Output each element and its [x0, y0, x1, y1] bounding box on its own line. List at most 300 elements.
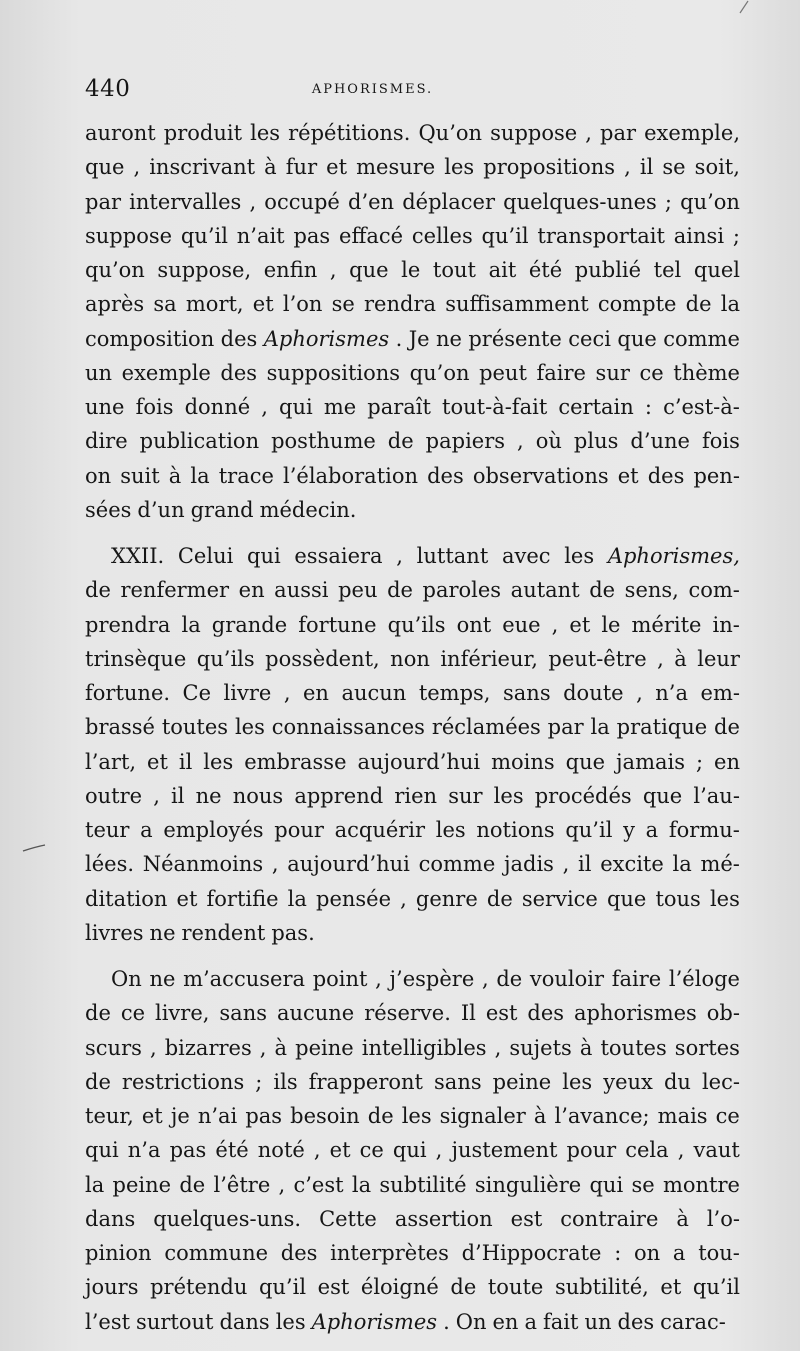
- word: paraît: [367, 395, 431, 419]
- paragraph-gap: [85, 527, 740, 539]
- word: le: [401, 258, 421, 282]
- word: la: [590, 715, 610, 740]
- word: livres: [85, 920, 144, 945]
- word: et: [176, 886, 198, 911]
- word: les: [564, 544, 595, 568]
- word: des: [617, 1309, 655, 1334]
- word: peut: [479, 360, 527, 385]
- word: cela: [625, 1138, 669, 1163]
- word: l’être: [213, 1172, 271, 1197]
- word: ,: [435, 1138, 443, 1163]
- word: sur: [595, 360, 630, 385]
- word: ,: [149, 1035, 157, 1060]
- word: donné: [184, 395, 251, 419]
- word: ,: [329, 258, 337, 282]
- word: présente: [468, 326, 562, 351]
- word: ,: [153, 783, 160, 808]
- word: brassé: [85, 715, 155, 740]
- word: et: [141, 1104, 163, 1128]
- word: formu-: [668, 818, 740, 842]
- word: suppose: [490, 121, 578, 145]
- word: ;: [664, 189, 672, 214]
- word: suit: [120, 463, 160, 488]
- word: quel: [693, 258, 740, 282]
- word: éloigné: [360, 1275, 439, 1300]
- word: été: [528, 258, 563, 282]
- word: .: [443, 1309, 450, 1334]
- word: et: [326, 155, 348, 180]
- word: des: [647, 463, 685, 488]
- text-line: [85, 813, 740, 847]
- text-line: [85, 779, 740, 813]
- word: composition: [85, 326, 215, 351]
- word: où: [535, 429, 562, 454]
- word: la: [181, 612, 201, 637]
- word: de: [589, 578, 616, 603]
- word: On: [111, 967, 142, 991]
- word: de: [450, 1275, 477, 1300]
- word: en: [714, 749, 740, 774]
- word: du: [663, 1069, 691, 1094]
- word: .: [395, 326, 403, 351]
- word: de: [714, 715, 740, 740]
- word: de: [486, 886, 513, 911]
- word: intelligibles: [361, 1035, 487, 1060]
- word: fur: [285, 155, 318, 180]
- word: possèdent,: [265, 646, 380, 671]
- word: Cette: [319, 1206, 377, 1231]
- word: Aphorismes: [311, 1309, 438, 1334]
- word: qui: [589, 1172, 624, 1197]
- word: les: [444, 155, 475, 180]
- word: ainsi: [673, 223, 725, 248]
- word: des: [527, 1001, 565, 1026]
- word: notions: [476, 818, 555, 842]
- word: Celui: [177, 544, 234, 568]
- word: a: [140, 818, 153, 842]
- text-line: [85, 424, 740, 458]
- word: a: [524, 1309, 537, 1334]
- word: que: [642, 783, 683, 808]
- text-line: [85, 1031, 740, 1065]
- word: ce: [715, 1104, 740, 1128]
- word: est: [317, 1275, 350, 1300]
- word: genre: [415, 886, 478, 911]
- word: vaut: [693, 1138, 740, 1163]
- word: que: [85, 155, 125, 180]
- word: interprètes: [330, 1241, 449, 1265]
- word: l’on: [282, 292, 323, 317]
- word: qu’on: [680, 189, 740, 214]
- word: in-: [712, 612, 740, 637]
- text-line: [85, 1168, 740, 1202]
- word: par: [547, 715, 584, 740]
- text-line: [85, 1065, 740, 1099]
- word: singulière: [474, 1172, 582, 1197]
- text-line: [85, 710, 740, 744]
- word: effacé: [339, 223, 404, 248]
- text-line: [85, 1202, 740, 1236]
- word: en: [238, 578, 265, 603]
- text-line: [85, 150, 740, 184]
- word: pas: [293, 223, 331, 248]
- word: leur: [697, 646, 740, 671]
- word: à: [264, 155, 277, 180]
- word: la: [351, 1172, 372, 1197]
- word: sées: [85, 497, 132, 522]
- word: ,: [271, 852, 279, 877]
- word: les: [435, 818, 466, 842]
- word: de: [85, 1001, 111, 1026]
- word: de: [496, 967, 523, 991]
- word: d’une: [630, 429, 690, 454]
- word: propositions: [483, 155, 616, 180]
- word: sa: [153, 292, 177, 317]
- word: connaissances: [271, 715, 425, 740]
- word: inférieur,: [440, 646, 538, 671]
- word: XXII.: [111, 544, 165, 568]
- word: signaler: [439, 1104, 526, 1128]
- word: ,: [261, 395, 268, 419]
- word: à: [674, 646, 687, 671]
- word: livre,: [154, 1001, 210, 1026]
- word: d’un: [137, 497, 185, 522]
- word: réserve.: [364, 1001, 451, 1026]
- word: que: [606, 886, 647, 911]
- word: l’o-: [706, 1206, 740, 1231]
- word: suppositions: [266, 360, 401, 385]
- page-number: 440: [85, 76, 131, 102]
- word: ,: [278, 1172, 286, 1197]
- word: tel: [653, 258, 682, 282]
- word: ce: [120, 1001, 146, 1026]
- word: n’a: [655, 681, 689, 705]
- word: mé-: [700, 852, 740, 877]
- word: jours: [85, 1275, 139, 1300]
- word: temps,: [418, 681, 491, 705]
- text-line: [85, 539, 740, 573]
- word: fortifie: [206, 886, 279, 911]
- page-header: [85, 76, 740, 108]
- word: fois: [701, 429, 740, 454]
- text-line: [85, 1236, 740, 1270]
- word: besoin: [290, 1104, 360, 1128]
- word: c’est: [293, 1172, 344, 1197]
- word: ne: [435, 326, 462, 351]
- word: ditation: [85, 886, 168, 911]
- word: dans: [219, 1309, 270, 1334]
- word: rendra: [364, 292, 437, 317]
- word: autant: [510, 578, 580, 603]
- word: d’Hippocrate: [461, 1241, 602, 1265]
- word: l’est: [85, 1309, 131, 1334]
- word: réclamées: [431, 715, 541, 740]
- word: ,: [657, 646, 664, 671]
- word: m’accusera: [183, 967, 305, 991]
- word: sans: [434, 1069, 482, 1094]
- word: qu’il: [565, 818, 613, 842]
- word: qui: [247, 544, 281, 568]
- word: ,: [133, 155, 141, 180]
- word: lec-: [701, 1069, 740, 1094]
- word: qui: [85, 1138, 119, 1163]
- word: des: [220, 326, 258, 351]
- word: peine: [112, 1172, 172, 1197]
- word: exemple,: [644, 121, 740, 145]
- word: outre: [85, 783, 143, 808]
- word: toutes: [600, 1035, 667, 1060]
- word: Je: [408, 326, 430, 351]
- word: déplacer: [402, 189, 495, 214]
- word: scurs: [85, 1035, 142, 1060]
- word: carac-: [660, 1309, 726, 1334]
- word: sortes: [674, 1035, 740, 1060]
- word: thème: [673, 360, 740, 385]
- word: et: [660, 1275, 682, 1300]
- word: observations: [472, 463, 609, 488]
- word: comme: [663, 326, 740, 351]
- word: ne: [149, 967, 176, 991]
- word: lées.: [85, 852, 135, 877]
- top-edge-mark: [738, 0, 752, 14]
- word: ,: [562, 852, 570, 877]
- word: vouloir: [529, 967, 605, 991]
- word: tout-à-fait: [442, 395, 548, 419]
- word: prétendu: [150, 1275, 248, 1300]
- word: embrasse: [244, 749, 347, 774]
- word: pas: [169, 1138, 207, 1163]
- word: occupé: [264, 189, 340, 214]
- word: ce: [639, 360, 664, 385]
- word: ,: [375, 967, 382, 991]
- word: service: [521, 886, 598, 911]
- word: le: [601, 612, 621, 637]
- word: renfermer: [120, 578, 230, 603]
- word: suppose,: [157, 258, 252, 282]
- word: ;: [732, 223, 740, 248]
- word: pas.: [271, 920, 315, 945]
- word: se: [662, 155, 686, 180]
- word: ;: [255, 1069, 263, 1094]
- word: Qu’on: [418, 121, 483, 145]
- word: l’au-: [693, 783, 740, 808]
- word: à: [579, 1035, 593, 1060]
- word: intervalles: [129, 189, 242, 214]
- word: se: [631, 1172, 655, 1197]
- word: surtout: [136, 1309, 214, 1334]
- word: Aphorismes: [263, 326, 390, 351]
- paragraph: [85, 539, 740, 950]
- word: prendra: [85, 612, 171, 637]
- word: celles: [411, 223, 473, 248]
- word: sujets: [509, 1035, 572, 1060]
- word: aujourd’hui: [357, 749, 481, 774]
- word: les: [709, 886, 740, 911]
- word: l’art,: [85, 749, 137, 774]
- word: est: [485, 1001, 518, 1026]
- text-line: [85, 882, 740, 916]
- word: ,: [396, 544, 403, 568]
- word: apprend: [294, 783, 384, 808]
- word: la: [85, 1172, 105, 1197]
- word: trace: [218, 463, 274, 488]
- word: paroles: [422, 578, 502, 603]
- paragraph: [85, 116, 740, 527]
- word: après: [85, 292, 145, 317]
- word: ,: [585, 121, 592, 145]
- word: les: [401, 1104, 432, 1128]
- word: c’est-à-: [663, 395, 740, 419]
- word: mérite: [631, 612, 702, 637]
- word: aussi: [274, 578, 329, 603]
- word: fortune.: [85, 681, 171, 705]
- text-line: [85, 573, 740, 607]
- word: une: [85, 395, 125, 419]
- text-line: [85, 1305, 740, 1339]
- word: enfin: [263, 258, 318, 282]
- word: et: [569, 612, 591, 637]
- text-line: [85, 1270, 740, 1304]
- word: point: [312, 967, 368, 991]
- text-line: [85, 322, 740, 356]
- word: ,: [400, 886, 407, 911]
- word: essaiera: [294, 544, 383, 568]
- word: non: [390, 646, 430, 671]
- word: que: [565, 749, 606, 774]
- word: compte: [597, 292, 677, 317]
- word: noté: [257, 1138, 305, 1163]
- word: ceci: [568, 326, 611, 351]
- word: la: [190, 463, 210, 488]
- word: et: [329, 1138, 351, 1163]
- word: des: [220, 360, 258, 385]
- word: des: [280, 1241, 318, 1265]
- word: contraire: [560, 1206, 659, 1231]
- text-line: [85, 219, 740, 253]
- word: en: [492, 1309, 519, 1334]
- running-head: APHORISMES.: [311, 82, 434, 97]
- word: subtilité,: [554, 1275, 649, 1300]
- word: un: [85, 360, 113, 385]
- word: ,: [313, 1138, 321, 1163]
- word: teur,: [85, 1104, 134, 1128]
- word: nous: [232, 783, 284, 808]
- word: de: [367, 1104, 394, 1128]
- word: faire: [611, 967, 662, 991]
- text-line: [85, 287, 740, 321]
- word: grande: [211, 612, 288, 637]
- text-line: [85, 962, 740, 996]
- word: commune: [164, 1241, 269, 1265]
- word: y: [623, 818, 635, 842]
- word: on: [634, 1241, 661, 1265]
- word: peine: [295, 1035, 354, 1060]
- word: qu’on: [409, 360, 470, 385]
- word: de: [387, 578, 413, 603]
- word: peu: [338, 578, 378, 603]
- text-line: [85, 253, 740, 287]
- word: la: [720, 292, 740, 317]
- word: se: [331, 292, 355, 317]
- word: ne: [149, 920, 176, 945]
- word: fois: [135, 395, 174, 419]
- word: ,: [517, 429, 524, 454]
- word: que: [349, 258, 389, 282]
- word: pen-: [693, 463, 740, 488]
- word: pinion: [85, 1241, 152, 1265]
- word: médecin.: [259, 497, 357, 522]
- word: suffisamment: [445, 292, 589, 317]
- word: que: [617, 326, 657, 351]
- word: les: [562, 1069, 593, 1094]
- text-line: [85, 676, 740, 710]
- word: rien: [394, 783, 438, 808]
- body-text: [85, 116, 740, 1339]
- paragraph: [85, 962, 740, 1339]
- word: pas: [245, 1104, 283, 1128]
- word: luttant: [416, 544, 489, 568]
- word: qu’ils: [196, 646, 255, 671]
- word: à: [676, 1206, 689, 1231]
- word: publication: [139, 429, 260, 454]
- word: n’ai: [197, 1104, 238, 1128]
- text-line: [85, 1099, 740, 1133]
- word: :: [644, 395, 652, 419]
- word: mais: [657, 1104, 708, 1128]
- word: de: [685, 292, 712, 317]
- word: Néanmoins: [142, 852, 264, 877]
- word: on: [85, 463, 112, 488]
- word: un: [584, 1309, 612, 1334]
- word: fait: [542, 1309, 579, 1334]
- word: ;: [695, 749, 704, 774]
- word: est: [510, 1206, 543, 1231]
- word: les: [250, 121, 281, 145]
- word: produit: [163, 121, 243, 145]
- word: dire: [85, 429, 128, 454]
- word: jadis: [503, 852, 554, 877]
- word: aucun: [341, 681, 407, 705]
- text-line: [85, 185, 740, 219]
- word: peut-être: [548, 646, 647, 671]
- word: et: [617, 463, 639, 488]
- word: les: [275, 1309, 306, 1334]
- word: des: [427, 463, 464, 488]
- word: transportait: [537, 223, 665, 248]
- word: teur: [85, 818, 130, 842]
- word: à: [533, 1104, 547, 1128]
- word: procédés: [534, 783, 632, 808]
- word: auront: [85, 121, 156, 145]
- word: pour: [566, 1138, 617, 1163]
- word: de: [85, 578, 111, 603]
- word: les: [493, 783, 524, 808]
- text-line: [85, 116, 740, 150]
- word: il: [171, 783, 185, 808]
- word: de: [387, 429, 414, 454]
- word: en: [303, 681, 329, 705]
- word: com-: [688, 578, 740, 603]
- word: l’avance;: [554, 1104, 650, 1128]
- word: aujourd’hui: [287, 852, 410, 877]
- text-line: [85, 916, 740, 950]
- word: doute: [563, 681, 624, 705]
- text-line: [85, 356, 740, 390]
- word: publié: [574, 258, 642, 282]
- word: qui: [279, 395, 313, 419]
- word: il: [178, 749, 193, 774]
- word: quelques-unes: [503, 189, 657, 214]
